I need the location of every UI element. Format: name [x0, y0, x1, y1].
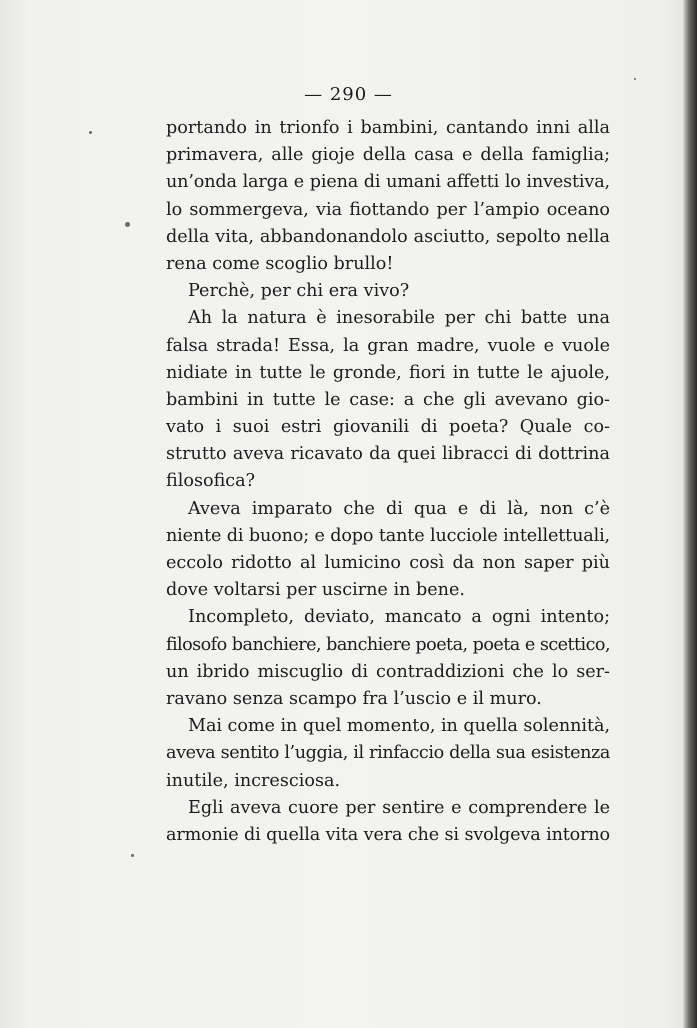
text-line: niente di buono; e dopo tante lucciole intellettuali, [166, 525, 610, 546]
text-line: della vita, abbandonandolo asciutto, sepolto nella [166, 226, 610, 247]
text-line: dove voltarsi per uscirne in bene. [166, 580, 465, 601]
page-edge-shadow [683, 0, 697, 1028]
text-line: Ah la natura è inesorabile per chi batte una [188, 308, 610, 329]
text-line: Aveva imparato che di qua e di là, non c’è [188, 498, 610, 519]
ink-speck [89, 131, 92, 134]
page-number-value: 290 [329, 84, 368, 105]
ink-speck [131, 854, 134, 857]
text-line: aveva sentito l’uggia, il rinfaccio della sua esistenza [166, 743, 610, 764]
ink-speck [634, 78, 636, 80]
text-line: filosofo banchiere, banchiere poeta, poeta e scettico, [166, 634, 610, 655]
text-line: Egli aveva cuore per sentire e comprendere le [188, 797, 610, 818]
text-line: vato i suoi estri giovanili di poeta? Quale co- [166, 417, 610, 438]
text-line: falsa strada! Essa, la gran madre, vuole e vuole [166, 335, 610, 356]
text-line: Mai come in quel momento, in quella solennità, [188, 716, 610, 737]
body-text [166, 115, 610, 849]
text-line: portando in trionfo i bambini, cantando inni alla [166, 118, 610, 138]
text-line: un’onda larga e piena di umani affetti lo investiva, [166, 172, 610, 193]
ink-speck [125, 222, 130, 227]
text-line: nidiate in tutte le gronde, fiori in tutte le ajuole, [166, 362, 610, 383]
text-line: bambini in tutte le case: a che gli avevano gio- [166, 389, 610, 410]
text-line: armonie di quella vita vera che si svolgeva intorno [166, 824, 610, 845]
text-line: eccolo ridotto al lumicino così da non saper più [166, 553, 610, 573]
text-line: un ibrido miscuglio di contraddizioni che lo ser- [166, 661, 610, 682]
text-line: Perchè, per chi era vivo? [188, 281, 410, 302]
text-line: ravano senza scampo fra l’uscio e il muro. [166, 688, 542, 709]
text-line: Incompleto, deviato, mancato a ogni intento; [188, 607, 610, 628]
text-line: inutile, incresciosa. [166, 770, 341, 791]
text-line: filosofica? [166, 471, 256, 492]
text-line: primavera, alle gioje della casa e della famiglia; [166, 145, 610, 166]
text-line: rena come scoglio brullo! [166, 253, 394, 274]
text-line: lo sommergeva, via fiottando per l’ampio oceano [166, 199, 610, 220]
page-number: — 290 — [304, 84, 393, 105]
text-line: strutto aveva ricavato da quei libracci di dottrina [166, 444, 610, 465]
